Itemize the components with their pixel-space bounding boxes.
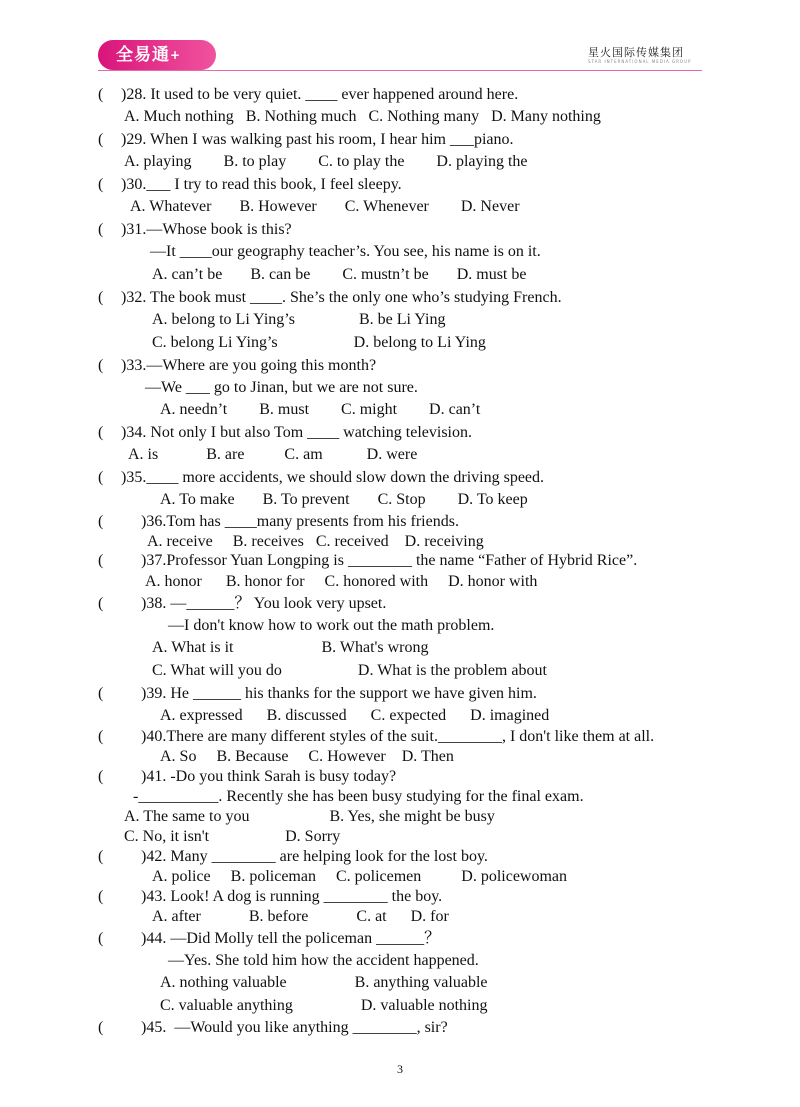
answer-blank[interactable]: (: [98, 131, 104, 148]
question-40-options: A. So B. Because C. However D. Then: [160, 748, 454, 765]
question-41-options-ab: A. The same to you B. Yes, she might be busy: [124, 808, 495, 825]
question-39-options: A. expressed B. discussed C. expected D. imagined: [160, 707, 550, 724]
question-32-options-ab: A. belong to Li Ying’s B. be Li Ying: [152, 311, 446, 328]
question-38-dialog: —I don't know how to work out the math problem.: [168, 617, 495, 634]
question-36: )36.Tom has ____many presents from his friends.: [141, 513, 459, 530]
answer-blank[interactable]: (: [98, 685, 104, 702]
answer-blank[interactable]: (: [98, 768, 104, 785]
question-33: )33.—Where are you going this month?: [121, 357, 377, 374]
question-30: )30.___ I try to read this book, I feel sleepy.: [121, 176, 402, 193]
question-28-options: A. Much nothing B. Nothing much C. Nothing many D. Many nothing: [124, 108, 601, 125]
question-41-dialog: -__________. Recently she has been busy studying for the final exam.: [133, 788, 584, 805]
question-44-options-cd: C. valuable anything D. valuable nothing: [160, 997, 488, 1014]
question-44-options-ab: A. nothing valuable B. anything valuable: [160, 974, 488, 991]
answer-blank[interactable]: (: [98, 888, 104, 905]
question-31-options: A. can’t be B. can be C. mustn’t be D. must be: [152, 266, 527, 283]
question-29: )29. When I was walking past his room, I hear him ___piano.: [121, 131, 514, 148]
question-43-options: A. after B. before C. at D. for: [152, 908, 449, 925]
question-32: )32. The book must ____. She’s the only one who’s studying French.: [121, 289, 562, 306]
question-34-options: A. is B. are C. am D. were: [128, 446, 418, 463]
answer-blank[interactable]: (: [98, 728, 104, 745]
answer-blank[interactable]: (: [98, 930, 104, 947]
answer-blank[interactable]: (: [98, 1019, 104, 1036]
answer-blank[interactable]: (: [98, 469, 104, 486]
answer-blank[interactable]: (: [98, 221, 104, 238]
question-43: )43. Look! A dog is running ________ the boy.: [141, 888, 443, 905]
brand-logo: 全易通+: [98, 40, 216, 70]
question-35-options: A. To make B. To prevent C. Stop D. To keep: [160, 491, 528, 508]
question-33-options: A. needn’t B. must C. might D. can’t: [160, 401, 481, 418]
header-divider: [98, 70, 702, 71]
question-32-options-cd: C. belong Li Ying’s D. belong to Li Ying: [152, 334, 486, 351]
question-41-options-cd: C. No, it isn't D. Sorry: [124, 828, 341, 845]
answer-blank[interactable]: (: [98, 848, 104, 865]
question-42-options: A. police B. policeman C. policemen D. policewoman: [152, 868, 568, 885]
question-45: )45. —Would you like anything ________, sir?: [141, 1019, 448, 1036]
publisher-name: 星火国际传媒集团: [588, 46, 684, 59]
question-44-dialog: —Yes. She told him how the accident happened.: [168, 952, 479, 969]
question-37-options: A. honor B. honor for C. honored with D. honor with: [145, 573, 538, 590]
question-35: )35.____ more accidents, we should slow down the driving speed.: [121, 469, 545, 486]
question-38-options-ab: A. What is it B. What's wrong: [152, 639, 429, 656]
question-40: )40.There are many different styles of the suit.________, I don't like them at all.: [141, 728, 655, 745]
question-31-dialog: —It ____our geography teacher’s. You see, his name is on it.: [150, 243, 541, 260]
answer-blank[interactable]: (: [98, 289, 104, 306]
question-44: )44. —Did Molly tell the policeman ______？: [141, 930, 441, 947]
answer-blank[interactable]: (: [98, 595, 104, 612]
answer-blank[interactable]: (: [98, 552, 104, 569]
question-34: )34. Not only I but also Tom ____ watching television.: [121, 424, 472, 441]
question-38-options-cd: C. What will you do D. What is the problem about: [152, 662, 547, 679]
question-29-options: A. playing B. to play C. to play the D. playing the: [124, 153, 528, 170]
question-41: )41. -Do you think Sarah is busy today?: [141, 768, 397, 785]
question-38: )38. —______？ You look very upset.: [141, 595, 387, 612]
question-37: )37.Professor Yuan Longping is ________ the name “Father of Hybrid Rice”.: [141, 552, 638, 569]
question-28: )28. It used to be very quiet. ____ ever happened around here.: [121, 86, 519, 103]
answer-blank[interactable]: (: [98, 176, 104, 193]
question-39: )39. He ______ his thanks for the support we have given him.: [141, 685, 537, 702]
answer-blank[interactable]: (: [98, 86, 104, 103]
question-33-dialog: —We ___ go to Jinan, but we are not sure.: [145, 379, 418, 396]
answer-blank[interactable]: (: [98, 424, 104, 441]
question-42: )42. Many ________ are helping look for the lost boy.: [141, 848, 488, 865]
page-number: 3: [397, 1062, 403, 1076]
question-31: )31.—Whose book is this?: [121, 221, 292, 238]
publisher-subtitle: STAR INTERNATIONAL MEDIA GROUP: [588, 59, 692, 64]
question-30-options: A. Whatever B. However C. Whenever D. Never: [130, 198, 520, 215]
question-36-options: A. receive B. receives C. received D. receiving: [147, 533, 484, 550]
answer-blank[interactable]: (: [98, 357, 104, 374]
answer-blank[interactable]: (: [98, 513, 104, 530]
